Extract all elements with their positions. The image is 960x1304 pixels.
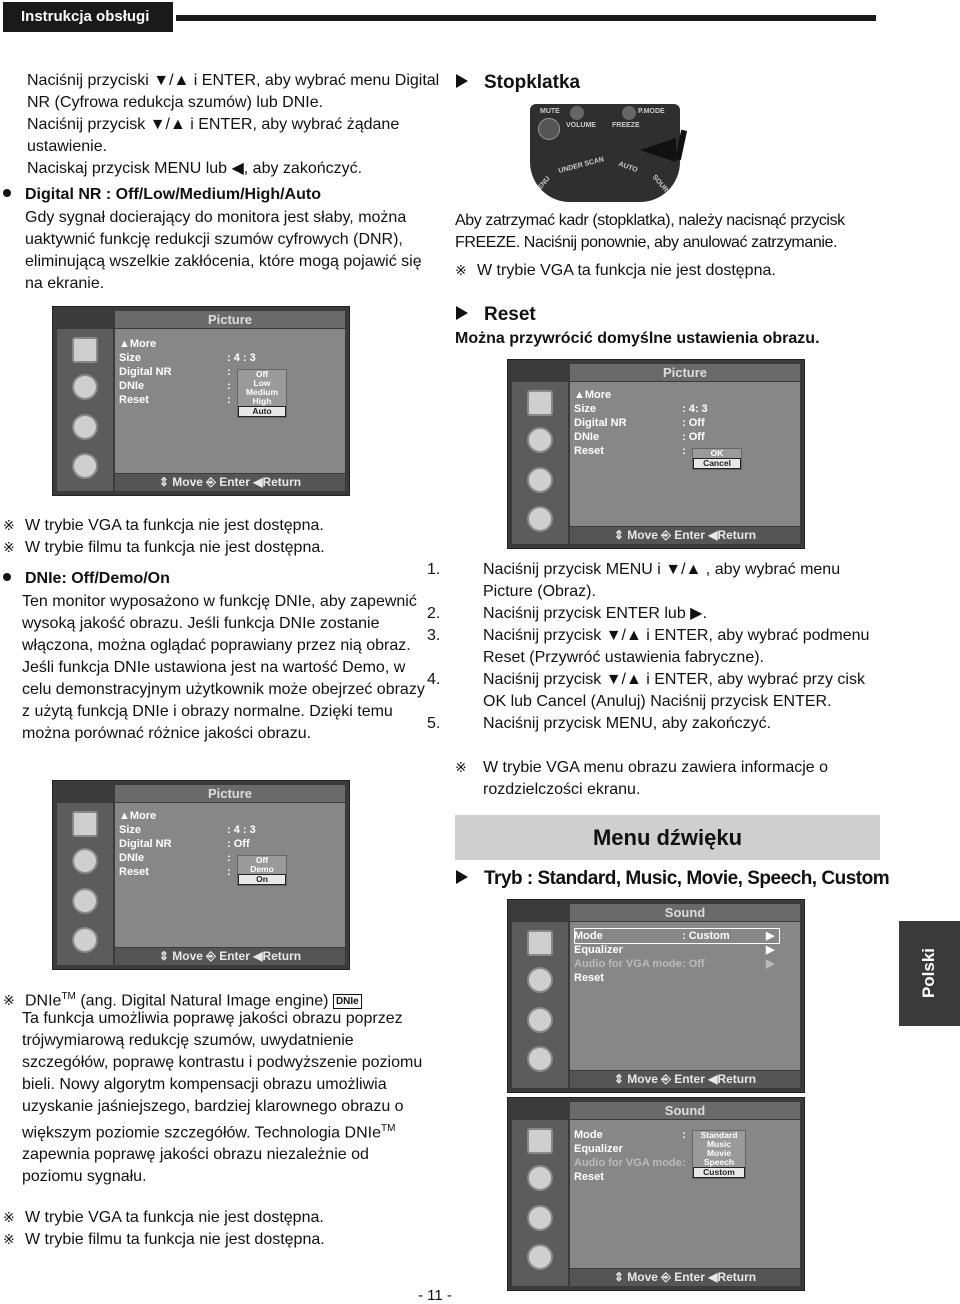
mode-title: Tryb : Standard, Music, Movie, Speech, Custom (456, 868, 889, 890)
osd-more: ▲More (574, 389, 612, 401)
volume-button-icon (570, 106, 584, 120)
freeze-note: ※ W trybie VGA ta funkcja nie jest dostępna. (455, 259, 885, 282)
osd-mode: Mode (574, 930, 603, 942)
dnie-logo: DNIe (333, 994, 362, 1009)
osd-reset-options (692, 448, 742, 470)
picture-icon (72, 337, 98, 363)
osd-title: Picture (115, 785, 345, 802)
triangle-right-icon (456, 74, 468, 88)
osd-audio-value: : Off (682, 958, 705, 970)
osd-dnie: DNIe (119, 380, 145, 392)
osd-colon: : (227, 380, 231, 392)
osd-title: Sound (570, 1102, 800, 1119)
osd-sound-mode (507, 1097, 805, 1291)
osd-picture-reset (507, 359, 805, 549)
osd-dnie: DNIe (119, 852, 145, 864)
setup-icon (527, 506, 553, 532)
option-item-selected[interactable]: Custom (693, 1167, 745, 1178)
mute-button-icon (538, 118, 560, 140)
page-number: - 11 - (418, 1287, 452, 1304)
chevron-right-icon: ▶ (766, 930, 775, 942)
osd-colon: : (227, 394, 231, 406)
osd-mode-options (692, 1130, 746, 1179)
step-item: Naciśnij przyciski ▼/▲ i ENTER, aby wybrać menu Digital NR (Cyfrowa redukcja szumów) lub DNIe. (27, 72, 440, 111)
remote-label: MENU (533, 175, 552, 196)
osd-title: Picture (115, 311, 345, 328)
step-item: 3. Naciśnij przycisk ▼/▲ i ENTER, aby wybrać podmenu Reset (Przywróć ustawienia fabryczne). (427, 627, 870, 666)
osd-dnie: DNIe (574, 431, 600, 443)
option-item[interactable]: OK (710, 448, 724, 458)
note-icon: ※ (455, 262, 467, 278)
option-item[interactable]: High (252, 396, 272, 406)
picture-icon (72, 811, 98, 837)
osd-dnie-value: : Off (682, 431, 705, 443)
remote-label: P.MODE (638, 108, 665, 115)
note-icon: ※ (3, 1231, 15, 1247)
bullet-icon (3, 573, 11, 581)
setup-icon (72, 453, 98, 479)
osd-sidebar (512, 382, 568, 544)
option-item[interactable]: Demo (250, 864, 274, 874)
osd-dnr-value: : Off (227, 838, 250, 850)
osd-more: ▲More (119, 338, 157, 350)
gear-icon (72, 414, 98, 440)
osd-body (115, 329, 345, 473)
sound-icon (72, 848, 98, 874)
picture-icon (527, 930, 553, 956)
step-item: 4. Naciśnij przycisk ▼/▲ i ENTER, aby wybrać przy cisk OK lub Cancel (Anuluj) Naciśnij przycisk ENTER. (427, 671, 865, 710)
osd-size: Size (574, 403, 597, 415)
remote-label: FREEZE (612, 122, 640, 129)
sound-icon (527, 1165, 553, 1191)
osd-title: Sound (570, 904, 800, 921)
freeze-title: Stopklatka (456, 72, 580, 94)
osd-sidebar (512, 1120, 568, 1286)
reset-note: ※ W trybie VGA menu obrazu zawiera informacje o rozdzielczości ekranu. (455, 756, 903, 801)
osd-size-value: : 4: 3 (682, 403, 708, 415)
osd-body (570, 922, 800, 1070)
osd-audio-vga: Audio for VGA mode (574, 958, 682, 970)
note-icon: ※ (3, 992, 15, 1009)
osd-size: Size (119, 824, 142, 836)
osd-picture-dnr (52, 306, 350, 496)
note-vga: ※ W trybie VGA ta funkcja nie jest dostępna. (3, 514, 433, 537)
osd-equalizer: Equalizer (574, 944, 623, 956)
option-item-selected[interactable]: On (238, 874, 286, 885)
triangle-right-icon (456, 306, 468, 320)
remote-label: AUTO (617, 160, 639, 175)
dnr-body: Gdy sygnał docierający do monitora jest słaby, można uaktywnić funkcję redukcji szumów cyfrowych (DNR), eliminującą wszelkie zakłócenia, które mogą pojawić się na ekranie. (25, 209, 422, 292)
osd-footer: ⇕ Move ⎆ Enter ◀Return (570, 1269, 800, 1286)
note-film: ※ W trybie filmu ta funkcja nie jest dostępna. (3, 536, 433, 559)
osd-footer: ⇕ Move ⎆ Enter ◀Return (570, 527, 800, 544)
step-item: Naciśnij przycisk ▼/▲ i ENTER, aby wybrać żądane ustawienie. (27, 116, 400, 155)
remote-label: UNDER SCAN (557, 156, 605, 175)
setup-icon (527, 1244, 553, 1270)
pointer-arrow-icon (640, 138, 676, 162)
setup-icon (527, 1046, 553, 1072)
osd-sidebar (57, 803, 113, 965)
bullet-icon (3, 189, 11, 197)
osd-mode: Mode (574, 1129, 603, 1141)
sound-icon (527, 427, 553, 453)
osd-reset: Reset (119, 866, 149, 878)
option-item[interactable]: Off (255, 855, 269, 865)
reset-title: Reset (456, 304, 536, 326)
picture-icon (527, 1128, 553, 1154)
option-item[interactable]: Medium (245, 387, 279, 397)
chevron-right-icon: ▶ (766, 958, 775, 970)
gear-icon (72, 888, 98, 914)
freeze-button-icon (622, 106, 636, 120)
language-side-tab: Polski (899, 921, 960, 1026)
dnr-title: Digital NR : Off/Low/Medium/High/Auto (3, 184, 433, 206)
freeze-body: Aby zatrzymać kadr (stopklatka), należy nacisnąć przycisk FREEZE. Naciśnij ponownie, aby anulować zatrzymanie. (455, 212, 845, 251)
note-icon: ※ (3, 517, 15, 533)
remote-label: SOURCE (650, 173, 676, 202)
osd-reset: Reset (574, 445, 604, 457)
osd-size: Size (119, 352, 142, 364)
step-item: 2. Naciśnij przycisk ENTER lub ▶. (427, 605, 707, 622)
osd-equalizer: Equalizer (574, 1143, 623, 1155)
gear-icon (527, 1007, 553, 1033)
osd-sidebar (57, 329, 113, 491)
osd-mode-value: : Custom (682, 930, 730, 942)
step-item: Naciskaj przycisk MENU lub ◀, aby zakończyć. (27, 160, 363, 177)
remote-label: MUTE (540, 108, 560, 115)
osd-audio-vga: Audio for VGA mode (574, 1157, 682, 1169)
sound-menu-band: Menu dźwięku (455, 815, 880, 860)
osd-body (115, 803, 345, 947)
reset-steps (427, 559, 885, 735)
osd-footer: ⇕ Move ⎆ Enter ◀Return (115, 948, 345, 965)
osd-body (570, 1120, 800, 1268)
dnie-title: DNIe: Off/Demo/On (3, 568, 433, 590)
option-item-selected[interactable]: Cancel (693, 458, 741, 469)
osd-picture-dnie (52, 780, 350, 970)
chevron-right-icon: ▶ (766, 944, 775, 956)
osd-colon: : (682, 1157, 686, 1169)
osd-colon: : (227, 866, 231, 878)
osd-digital-nr: Digital NR (119, 366, 172, 378)
note-vga-2: ※ W trybie VGA ta funkcja nie jest dostępna. (3, 1206, 433, 1229)
option-item[interactable]: Standard (700, 1130, 738, 1140)
osd-dnr-options (237, 369, 287, 418)
triangle-right-icon (456, 870, 468, 884)
note-icon: ※ (3, 539, 15, 555)
setup-icon (72, 927, 98, 953)
remote-label: VOLUME (566, 122, 596, 129)
option-item[interactable]: Off (255, 369, 269, 379)
osd-colon: : (227, 366, 231, 378)
step-item: 1. Naciśnij przycisk MENU i ▼/▲ , aby wybrać menu Picture (Obraz). (427, 561, 841, 600)
note-icon: ※ (455, 759, 467, 775)
osd-title: Picture (570, 364, 800, 381)
osd-footer: ⇕ Move ⎆ Enter ◀Return (570, 1071, 800, 1088)
sound-icon (527, 967, 553, 993)
osd-digital-nr: Digital NR (119, 838, 172, 850)
option-item[interactable]: Speech (703, 1157, 735, 1167)
reset-subtitle: Można przywrócić domyślne ustawienia obrazu. (455, 330, 820, 347)
osd-sound-main (507, 899, 805, 1093)
osd-reset: Reset (574, 972, 604, 984)
osd-footer: ⇕ Move ⎆ Enter ◀Return (115, 474, 345, 491)
sound-icon (72, 374, 98, 400)
dnie-description: Ta funkcja umożliwia poprawę jakości obrazu poprzez trójwymiarową redukcję szumów, uwydatnienie szczegółów, poprawę kontrastu i podwyższenie poziomu bieli. Nowy algorytm kompensacji obrazu umożliwia uzyskanie jaśniejszego, bardziej klarownego obrazu o większym poziomie szczegółów. Technologia DNIe™ zapewnia poprawę jakości obrazu niezależnie od poziomu sygnału. (22, 1010, 423, 1186)
note-film-2: ※ W trybie filmu ta funkcja nie jest dostępna. (3, 1228, 433, 1251)
osd-size-value: : 4 : 3 (227, 824, 256, 836)
osd-dnie-options (237, 855, 287, 886)
osd-colon: : (682, 445, 686, 457)
osd-highlight (574, 928, 780, 944)
osd-reset: Reset (574, 1171, 604, 1183)
note-icon: ※ (3, 1209, 15, 1225)
osd-dnr-value: : Off (682, 417, 705, 429)
option-item[interactable]: Music (706, 1139, 732, 1149)
osd-reset: Reset (119, 394, 149, 406)
step-item: 5. Naciśnij przycisk MENU, aby zakończyć. (427, 715, 772, 732)
header-tab: Instrukcja obsługi (3, 2, 173, 32)
dnie-body: Ten monitor wyposażono w funkcję DNIe, aby zapewnić wysoką jakość obrazu. Jeśli funkcja DNIe zostanie włączona, można oglądać poprawiany przez nią obraz. Jeśli funkcja DNIe ustawiona jest na wartość Demo, w celu demonstracyjnym użytkownik może obejrzeć obrazy z użytą funkcją DNIe i obrazy normalne. Dzięki temu można porównać różnice jakości obrazu. (22, 593, 425, 742)
osd-size-value: : 4 : 3 (227, 352, 256, 364)
osd-digital-nr: Digital NR (574, 417, 627, 429)
osd-colon: : (227, 852, 231, 864)
picture-icon (527, 390, 553, 416)
option-item[interactable]: Low (253, 378, 271, 388)
dnie-note: ※ DNIe™ (ang. Digital Natural Image engine) DNIe (3, 986, 433, 1012)
header-rule (176, 15, 876, 21)
osd-sidebar (512, 922, 568, 1088)
osd-body (570, 382, 800, 526)
option-item[interactable]: Movie (706, 1148, 732, 1158)
osd-more: ▲More (119, 810, 157, 822)
gear-icon (527, 1205, 553, 1231)
gear-icon (527, 467, 553, 493)
option-item-selected[interactable]: Auto (238, 406, 286, 417)
steps-top (3, 70, 443, 180)
osd-colon: : (682, 1129, 686, 1141)
